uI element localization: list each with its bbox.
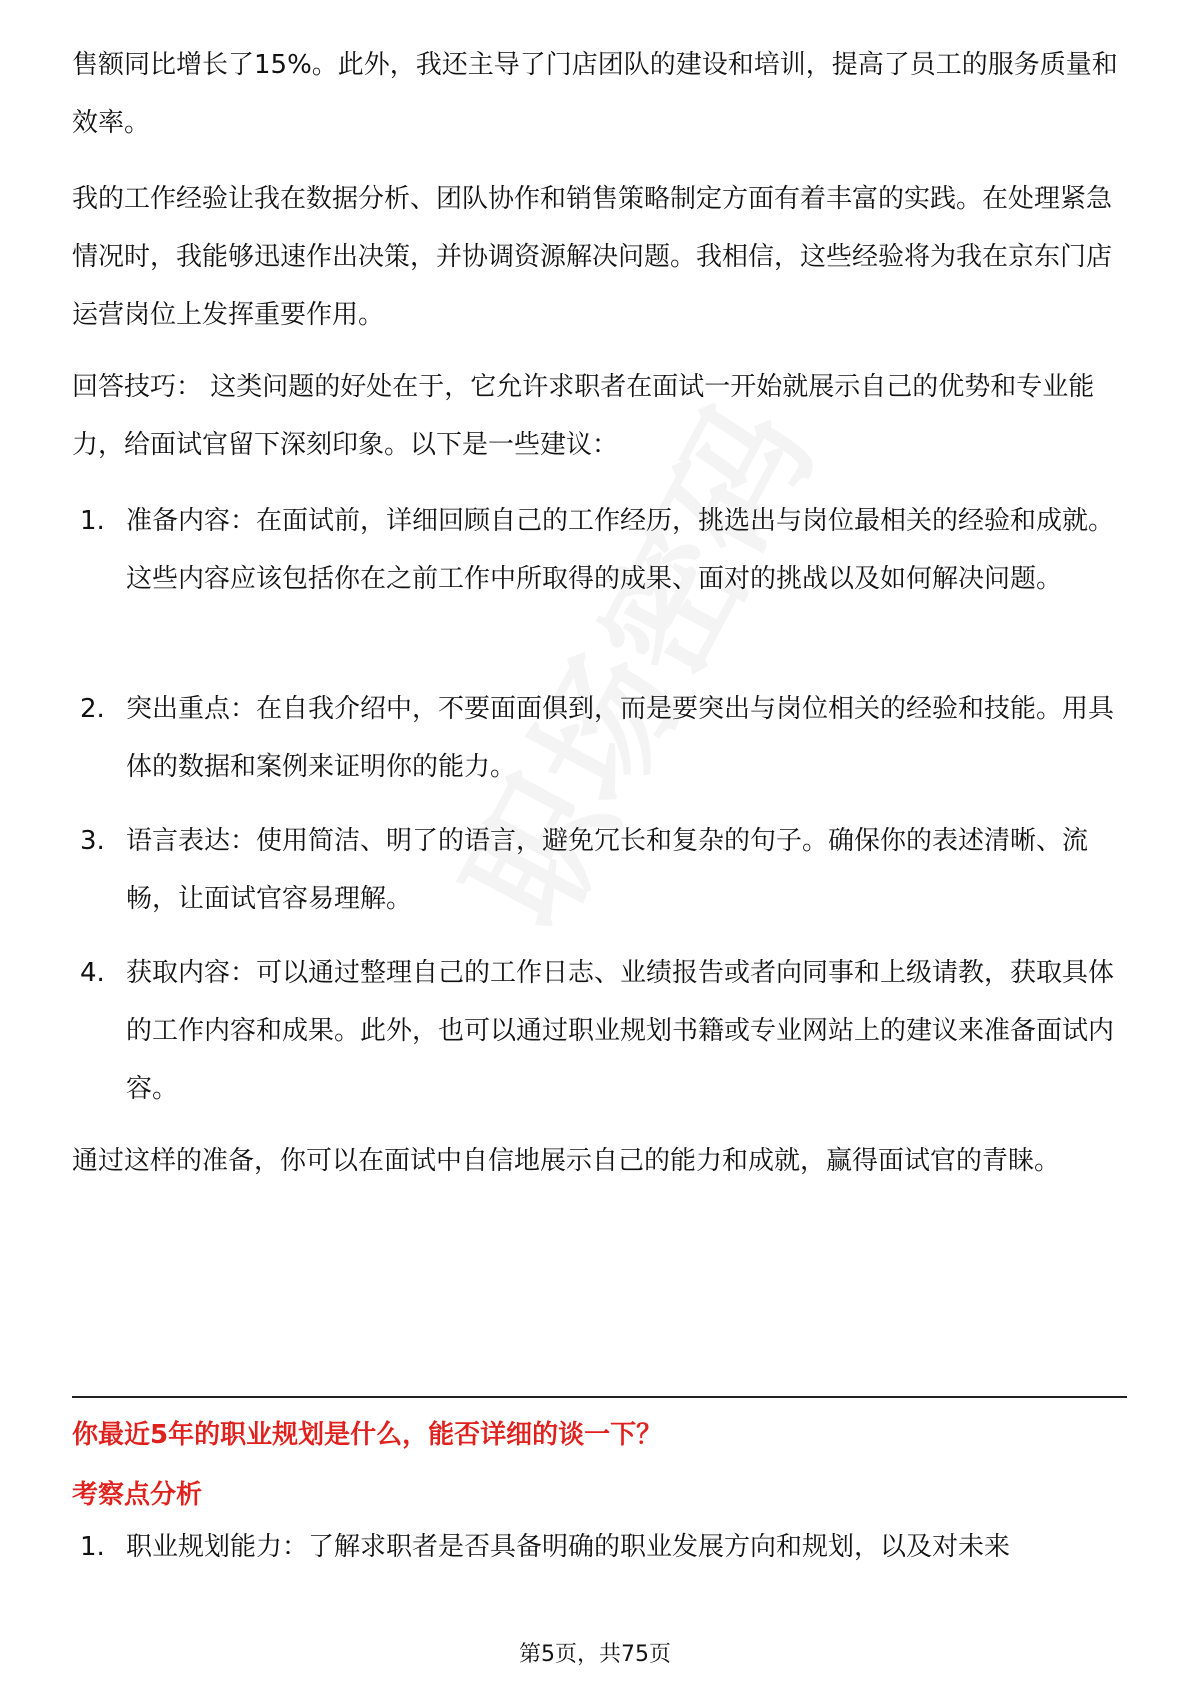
list-item-text: 语言表达：使用简洁、明了的语言，避免冗长和复杂的句子。确保你的表述清晰、流畅，让面试官容易理解。 [126,826,1089,914]
list-item [80,812,1120,928]
page-number: 第5页，共75页 [519,1642,671,1667]
list-item-text: 突出重点：在自我介绍中，不要面面俱到，而是要突出与岗位相关的经验和技能。用具体的数据和案例来证明你的能力。 [126,694,1115,782]
list-item-number: 3. [80,826,105,856]
list-item-number: 4. [80,958,105,988]
list-item-number: 1. [80,1532,105,1562]
section-divider [72,1396,1127,1398]
list-item [80,492,1120,608]
list-item-text: 职业规划能力：了解求职者是否具备明确的职业发展方向和规划，以及对未来 [126,1532,1011,1562]
list-item-number: 1. [80,506,105,536]
list-item-text: 准备内容：在面试前，详细回顾自己的工作经历，挑选出与岗位最相关的经验和成就。这些内容应该包括你在之前工作中所取得的成果、面对的挑战以及如何解决问题。 [126,506,1115,594]
list-item [80,1518,1120,1576]
list-item-text: 获取内容：可以通过整理自己的工作日志、业绩报告或者向同事和上级请教，获取具体的工作内容和成果。此外，也可以通过职业规划书籍或专业网站上的建议来准备面试内容。 [126,958,1115,1104]
list-item [80,680,1120,796]
list-item [80,944,1120,1118]
question-title: 你最近5年的职业规划是什么，能否详细的谈一下？ [72,1420,663,1450]
paragraph-work-experience: 我的工作经验让我在数据分析、团队协作和销售策略制定方面有着丰富的实践。在处理紧急情况时，我能够迅速作出决策，并协调资源解决问题。我相信，这些经验将为我在京东门店运营岗位上发挥重要作用。 [72,184,1113,330]
list-item-number: 2. [80,694,105,724]
analysis-heading: 考察点分析 [72,1480,203,1510]
paragraph-conclusion: 通过这样的准备，你可以在面试中自信地展示自己的能力和成就，赢得面试官的青睐。 [72,1146,1061,1176]
paragraph-sales-growth: 售额同比增长了15%。此外，我还主导了门店团队的建设和培训，提高了员工的服务质量和效率。 [72,50,1118,138]
paragraph-answer-tips: 回答技巧： 这类问题的好处在于，它允许求职者在面试一开始就展示自己的优势和专业能力，给面试官留下深刻印象。以下是一些建议： [72,372,1095,460]
